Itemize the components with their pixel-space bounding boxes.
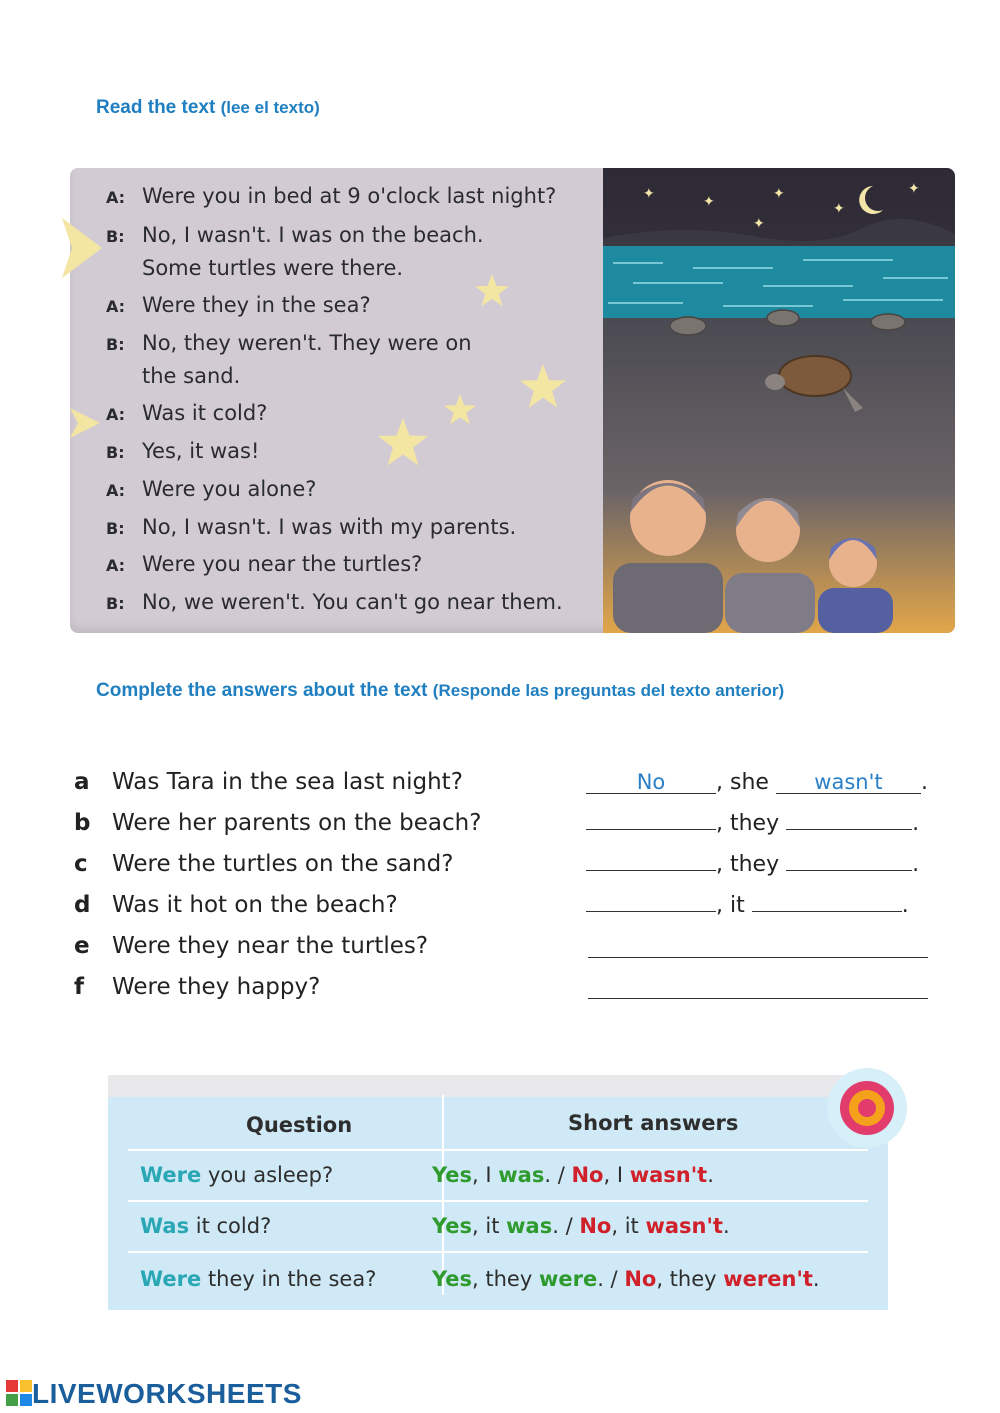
exercise-question: f Were they happy? bbox=[74, 974, 321, 1000]
answer-blank[interactable]: wasn't bbox=[776, 771, 921, 794]
answer-row: , they . bbox=[586, 852, 919, 877]
liveworksheets-logo bbox=[6, 1378, 302, 1410]
dialogue-line: A: Was it cold? bbox=[106, 401, 268, 425]
read-instruction bbox=[96, 97, 320, 119]
dialogue-line: A: Were they in the sea? bbox=[106, 293, 371, 317]
svg-text:✦: ✦ bbox=[773, 186, 785, 202]
answer-row: No , she wasn't . bbox=[586, 770, 928, 795]
svg-text:✦: ✦ bbox=[833, 201, 845, 217]
star-icon bbox=[70, 403, 100, 443]
answer-blank[interactable] bbox=[586, 829, 716, 830]
dialogue-line: B: No, we weren't. You can't go near them. bbox=[106, 590, 563, 614]
header-short-answers: Short answers bbox=[568, 1111, 739, 1135]
exercise-question: b Were her parents on the beach? bbox=[74, 810, 482, 836]
dialogue-line: B: No, I wasn't. I was with my parents. bbox=[106, 515, 517, 539]
read-instruction-sub: (lee el texto) bbox=[220, 98, 320, 117]
grammar-question: Were you asleep? bbox=[140, 1163, 334, 1187]
dialogue-line: A: Were you alone? bbox=[106, 477, 317, 501]
answer-blank[interactable] bbox=[586, 870, 716, 871]
complete-instruction-main: Complete the answers about the text bbox=[96, 680, 428, 701]
svg-text:✦: ✦ bbox=[703, 194, 715, 210]
star-icon bbox=[444, 394, 476, 426]
grammar-question: Were they in the sea? bbox=[140, 1267, 377, 1291]
exercise-question: a Was Tara in the sea last night? bbox=[74, 769, 463, 795]
dialogue-line: B: Yes, it was! bbox=[106, 439, 260, 463]
dialogue-line: B: No, they weren't. They were on bbox=[106, 331, 472, 355]
answer-line[interactable] bbox=[588, 998, 928, 999]
complete-instruction-sub: (Responde las preguntas del texto anterior) bbox=[432, 681, 785, 700]
grammar-question: Was it cold? bbox=[140, 1214, 272, 1238]
star-icon bbox=[62, 218, 102, 278]
dialogue-line: A: Were you near the turtles? bbox=[106, 552, 423, 576]
grammar-answer: Yes, it was. / No, it wasn't. bbox=[432, 1214, 730, 1238]
answer-row: , it . bbox=[586, 893, 909, 918]
answer-line[interactable] bbox=[588, 957, 928, 958]
header-question: Question bbox=[246, 1113, 353, 1137]
row-divider bbox=[128, 1251, 868, 1253]
answer-blank[interactable] bbox=[786, 870, 912, 871]
dialogue-panel bbox=[70, 168, 610, 633]
exercise-question: e Were they near the turtles? bbox=[74, 933, 429, 959]
grammar-answer: Yes, I was. / No, I wasn't. bbox=[432, 1163, 714, 1187]
answer-row: , they . bbox=[586, 811, 919, 836]
svg-text:✦: ✦ bbox=[753, 216, 765, 232]
answer-blank[interactable] bbox=[752, 911, 902, 912]
dialogue-line: B: No, I wasn't. I was on the beach. bbox=[106, 223, 484, 247]
dialogue-line: Some turtles were there. bbox=[142, 256, 404, 280]
complete-instruction bbox=[96, 680, 784, 702]
dialogue-line: the sand. bbox=[142, 364, 241, 388]
grammar-answer: Yes, they were. / No, they weren't. bbox=[432, 1267, 820, 1291]
star-icon bbox=[475, 274, 509, 308]
answer-blank[interactable] bbox=[586, 911, 716, 912]
beach-night-illustration bbox=[603, 168, 955, 633]
svg-text:✦: ✦ bbox=[908, 181, 920, 197]
exercise-question: d Was it hot on the beach? bbox=[74, 892, 398, 918]
logo-icon bbox=[6, 1380, 32, 1406]
svg-text:✦: ✦ bbox=[643, 186, 655, 202]
row-divider bbox=[128, 1200, 868, 1202]
row-divider bbox=[128, 1149, 868, 1151]
grammar-box bbox=[108, 1075, 888, 1310]
grammar-top-strip bbox=[108, 1075, 888, 1097]
star-icon bbox=[378, 418, 428, 468]
logo-text: LIVEWORKSHEETS bbox=[32, 1378, 302, 1409]
dialogue-line: A: Were you in bed at 9 o'clock last night? bbox=[106, 184, 557, 208]
answer-blank[interactable] bbox=[786, 829, 912, 830]
read-instruction-main: Read the text bbox=[96, 97, 216, 118]
column-divider bbox=[442, 1095, 444, 1295]
grammar-table bbox=[128, 1095, 868, 1295]
answer-blank[interactable]: No bbox=[586, 771, 716, 794]
star-icon bbox=[520, 364, 566, 410]
exercise-question: c Were the turtles on the sand? bbox=[74, 851, 454, 877]
